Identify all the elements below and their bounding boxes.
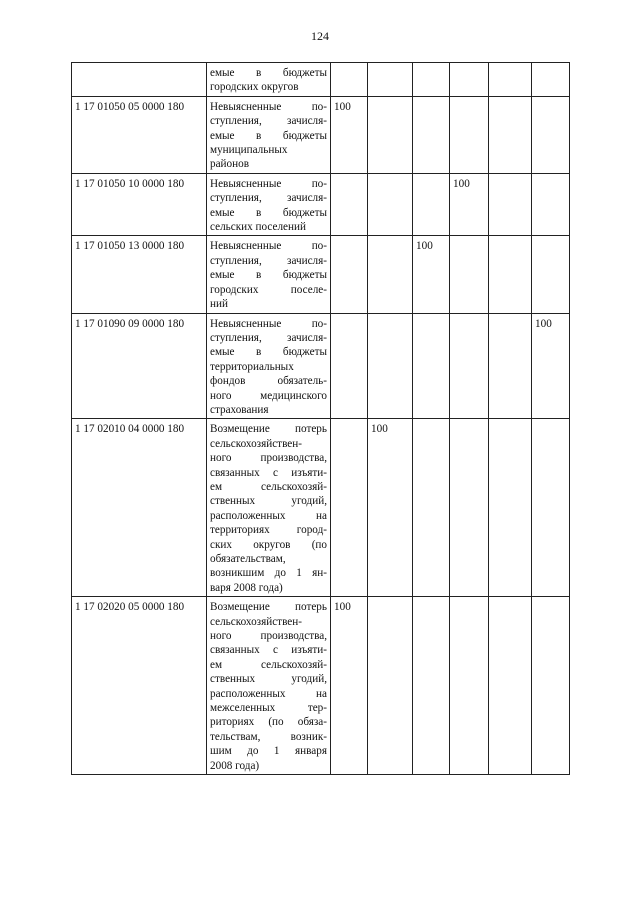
percentage-cell [413, 419, 450, 597]
percentage-cell [489, 597, 532, 775]
description-line: варя 2008 года) [210, 581, 283, 594]
description-line: емые в бюджеты [210, 346, 327, 359]
description-line: шим до 1 января [210, 745, 327, 758]
percentage-cell [331, 419, 368, 597]
description-line: Невыясненные по- [210, 240, 327, 253]
percentage-cell: 100 [532, 313, 570, 419]
percentage-cell [532, 96, 570, 173]
description-line: межселенных тер- [210, 702, 327, 715]
percentage-cell [413, 63, 450, 97]
percentage-cell [450, 313, 489, 419]
percentage-cell [450, 63, 489, 97]
description-line: расположенных на [210, 509, 327, 522]
description-line: ем сельскохозяй- [210, 658, 327, 671]
table-row [72, 96, 570, 173]
description-line: ного производства, [210, 630, 327, 643]
description-line: ступления, зачисля- [210, 254, 327, 267]
description-line: ного производства, [210, 452, 327, 465]
revenue-description-cell [207, 236, 331, 313]
revenue-code-cell: 1 17 01050 05 0000 180 [72, 96, 207, 173]
percentage-cell: 100 [368, 419, 413, 597]
percentage-cell [489, 63, 532, 97]
description-line: Невыясненные по- [210, 100, 327, 113]
revenue-description-cell [207, 597, 331, 775]
percentage-cell [489, 96, 532, 173]
percentage-cell [450, 236, 489, 313]
description-line: территориальных [210, 360, 294, 373]
percentage-cell [489, 236, 532, 313]
percentage-cell [450, 96, 489, 173]
description-line: страхования [210, 403, 269, 416]
revenue-code-cell: 1 17 01050 10 0000 180 [72, 173, 207, 236]
percentage-cell [532, 173, 570, 236]
description-line: фондов обязатель- [210, 375, 327, 388]
percentage-cell [413, 173, 450, 236]
percentage-cell [532, 63, 570, 97]
table-body [72, 63, 570, 775]
description-line: емые в бюджеты [210, 206, 327, 219]
table-row [72, 313, 570, 419]
budget-revenue-table [71, 62, 570, 775]
revenue-code-cell: 1 17 02020 05 0000 180 [72, 597, 207, 775]
revenue-description-cell [207, 313, 331, 419]
description-line: Невыясненные по- [210, 317, 327, 330]
percentage-cell [532, 597, 570, 775]
description-line: ступления, зачисля- [210, 115, 327, 128]
description-line: ем сельскохозяй- [210, 480, 327, 493]
percentage-cell [368, 96, 413, 173]
revenue-code-cell [72, 63, 207, 97]
description-line: 2008 года) [210, 759, 260, 772]
percentage-cell [331, 63, 368, 97]
percentage-cell [489, 419, 532, 597]
description-line: районов [210, 158, 250, 171]
description-line: емые в бюджеты [210, 269, 327, 282]
description-line: муниципальных [210, 144, 288, 157]
percentage-cell: 100 [331, 96, 368, 173]
percentage-cell [413, 313, 450, 419]
percentage-cell: 100 [413, 236, 450, 313]
description-line: обязательствам, [210, 553, 286, 565]
description-line: риториях (по обяза- [210, 716, 327, 729]
percentage-cell [450, 597, 489, 775]
percentage-cell [331, 173, 368, 236]
revenue-code-cell: 1 17 02010 04 0000 180 [72, 419, 207, 597]
table-row [72, 236, 570, 313]
description-line: тельствам, возник- [210, 730, 327, 743]
revenue-description-cell [207, 96, 331, 173]
description-line: ний [210, 298, 228, 311]
percentage-cell [331, 236, 368, 313]
table-row [72, 419, 570, 597]
percentage-cell [450, 419, 489, 597]
table-row [72, 173, 570, 236]
description-line: Возмещение потерь [210, 423, 327, 436]
percentage-cell [368, 313, 413, 419]
table-row [72, 597, 570, 775]
table-row [72, 63, 570, 97]
revenue-description-cell [207, 63, 331, 97]
percentage-cell [489, 313, 532, 419]
percentage-cell [413, 597, 450, 775]
description-line: Невыясненные по- [210, 177, 327, 190]
description-line: Возмещение потерь [210, 601, 327, 614]
description-line: связанных с изъяти- [210, 466, 327, 479]
page-number: 124 [311, 29, 329, 43]
percentage-cell [331, 313, 368, 419]
percentage-cell [532, 419, 570, 597]
percentage-cell [368, 236, 413, 313]
description-line: сельских поселений [210, 221, 306, 234]
percentage-cell: 100 [450, 173, 489, 236]
description-line: расположенных на [210, 687, 327, 700]
description-line: ступления, зачисля- [210, 192, 327, 205]
percentage-cell [532, 236, 570, 313]
description-line: городских округов [210, 81, 299, 94]
percentage-cell [368, 597, 413, 775]
description-line: ских округов (по [210, 538, 327, 551]
description-line: ственных угодий, [210, 495, 327, 508]
revenue-code-cell: 1 17 01050 13 0000 180 [72, 236, 207, 313]
revenue-description-cell [207, 419, 331, 597]
description-line: городских поселе- [210, 283, 327, 296]
description-line: емые в бюджеты [210, 67, 327, 79]
description-line: сельскохозяйствен- [210, 437, 302, 450]
percentage-cell [489, 173, 532, 236]
percentage-cell [368, 173, 413, 236]
description-line: ступления, зачисля- [210, 331, 327, 344]
description-line: емые в бюджеты [210, 129, 327, 142]
description-line: территориях город- [210, 524, 327, 537]
description-line: ственных угодий, [210, 673, 327, 686]
percentage-cell [368, 63, 413, 97]
description-line: ного медицинского [210, 389, 327, 402]
revenue-code-cell: 1 17 01090 09 0000 180 [72, 313, 207, 419]
revenue-description-cell [207, 173, 331, 236]
percentage-cell: 100 [331, 597, 368, 775]
percentage-cell [413, 96, 450, 173]
description-line: связанных с изъяти- [210, 644, 327, 657]
description-line: сельскохозяйствен- [210, 615, 302, 628]
description-line: возникшим до 1 ян- [210, 567, 327, 580]
